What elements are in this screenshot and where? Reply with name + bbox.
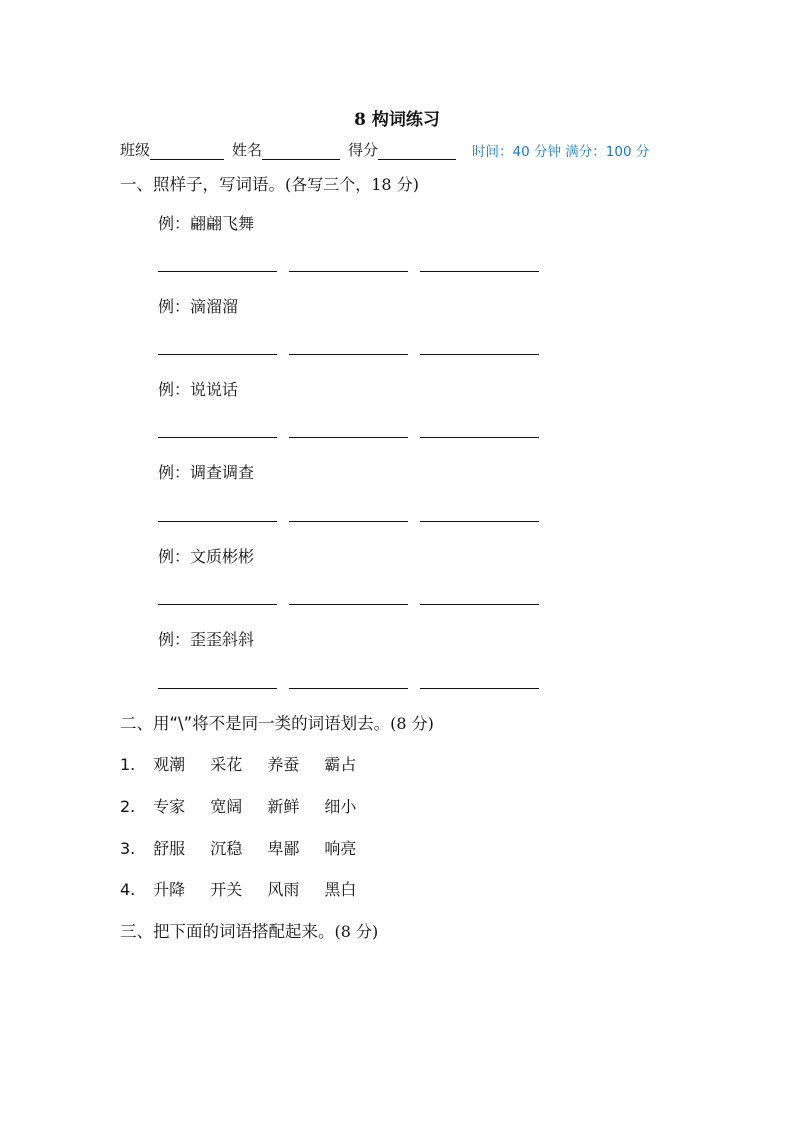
item-number: 2. bbox=[120, 797, 136, 816]
score-blank[interactable] bbox=[378, 143, 456, 160]
word-option[interactable]: 卑鄙 bbox=[267, 839, 300, 858]
answer-line[interactable] bbox=[158, 437, 277, 438]
example-6: 例：歪歪斜斜 bbox=[158, 630, 255, 649]
class-label: 班级 bbox=[120, 141, 151, 159]
word-option[interactable]: 采花 bbox=[210, 755, 243, 774]
section3-points: (8 分) bbox=[334, 922, 379, 941]
answer-line[interactable] bbox=[420, 604, 539, 605]
name-blank[interactable] bbox=[262, 143, 340, 160]
student-info-row bbox=[120, 139, 649, 160]
word-option[interactable]: 风雨 bbox=[267, 880, 300, 899]
list-item bbox=[120, 752, 376, 775]
answer-line[interactable] bbox=[289, 437, 408, 438]
answer-line[interactable] bbox=[289, 521, 408, 522]
answer-line[interactable] bbox=[420, 521, 539, 522]
example-4: 例：调查调查 bbox=[158, 463, 255, 482]
answer-line[interactable] bbox=[158, 521, 277, 522]
answer-line[interactable] bbox=[289, 688, 408, 689]
word-option[interactable]: 宽阔 bbox=[210, 797, 243, 816]
class-blank[interactable] bbox=[150, 143, 224, 160]
answer-line[interactable] bbox=[420, 688, 539, 689]
word-option[interactable]: 开关 bbox=[210, 880, 243, 899]
answer-line[interactable] bbox=[289, 271, 408, 272]
item-number: 3. bbox=[120, 839, 136, 858]
word-option[interactable]: 养蚕 bbox=[267, 755, 300, 774]
section2-points: (8 分) bbox=[390, 714, 434, 733]
section2-title-text: 二、用“\”将不是同一类的词语划去。 bbox=[120, 714, 391, 733]
word-option[interactable]: 黑白 bbox=[324, 880, 357, 899]
word-option[interactable]: 细小 bbox=[324, 797, 357, 816]
word-option[interactable]: 观潮 bbox=[153, 755, 186, 774]
section2-title bbox=[120, 710, 434, 734]
name-label: 姓名 bbox=[232, 141, 263, 159]
section1-title-text: 一、照样子，写词语。 bbox=[120, 175, 285, 194]
list-item bbox=[120, 794, 376, 817]
word-option[interactable]: 新鲜 bbox=[267, 797, 300, 816]
time-limit-text: 时间：40 分钟 满分：100 分 bbox=[472, 144, 650, 160]
word-option[interactable]: 霸占 bbox=[324, 755, 357, 774]
example-3: 例：说说话 bbox=[158, 380, 239, 399]
item-number: 4. bbox=[120, 880, 136, 899]
answer-line[interactable] bbox=[158, 688, 277, 689]
answer-line[interactable] bbox=[420, 354, 539, 355]
section3-title bbox=[120, 918, 378, 942]
answer-line[interactable] bbox=[420, 271, 539, 272]
word-option[interactable]: 舒服 bbox=[153, 839, 186, 858]
answer-line[interactable] bbox=[420, 437, 539, 438]
score-label: 得分 bbox=[348, 141, 379, 159]
example-5: 例：文质彬彬 bbox=[158, 547, 255, 566]
item-number: 1. bbox=[120, 755, 136, 774]
word-option[interactable]: 响亮 bbox=[324, 839, 357, 858]
word-option[interactable]: 升降 bbox=[153, 880, 186, 899]
word-option[interactable]: 专家 bbox=[153, 797, 186, 816]
answer-line[interactable] bbox=[158, 354, 277, 355]
section1-title bbox=[120, 171, 419, 195]
word-option[interactable]: 沉稳 bbox=[210, 839, 243, 858]
answer-line[interactable] bbox=[158, 604, 277, 605]
answer-line[interactable] bbox=[289, 354, 408, 355]
section1-points: (各写三个，18 分) bbox=[285, 175, 419, 194]
page-title: 8 构词练习 bbox=[354, 110, 440, 130]
answer-line[interactable] bbox=[158, 271, 277, 272]
example-2: 例：滴溜溜 bbox=[158, 297, 239, 316]
answer-line[interactable] bbox=[289, 604, 408, 605]
example-1: 例：翩翩飞舞 bbox=[158, 214, 255, 233]
list-item bbox=[120, 836, 376, 859]
section3-title-text: 三、把下面的词语搭配起来。 bbox=[120, 922, 335, 941]
list-item bbox=[120, 877, 376, 900]
